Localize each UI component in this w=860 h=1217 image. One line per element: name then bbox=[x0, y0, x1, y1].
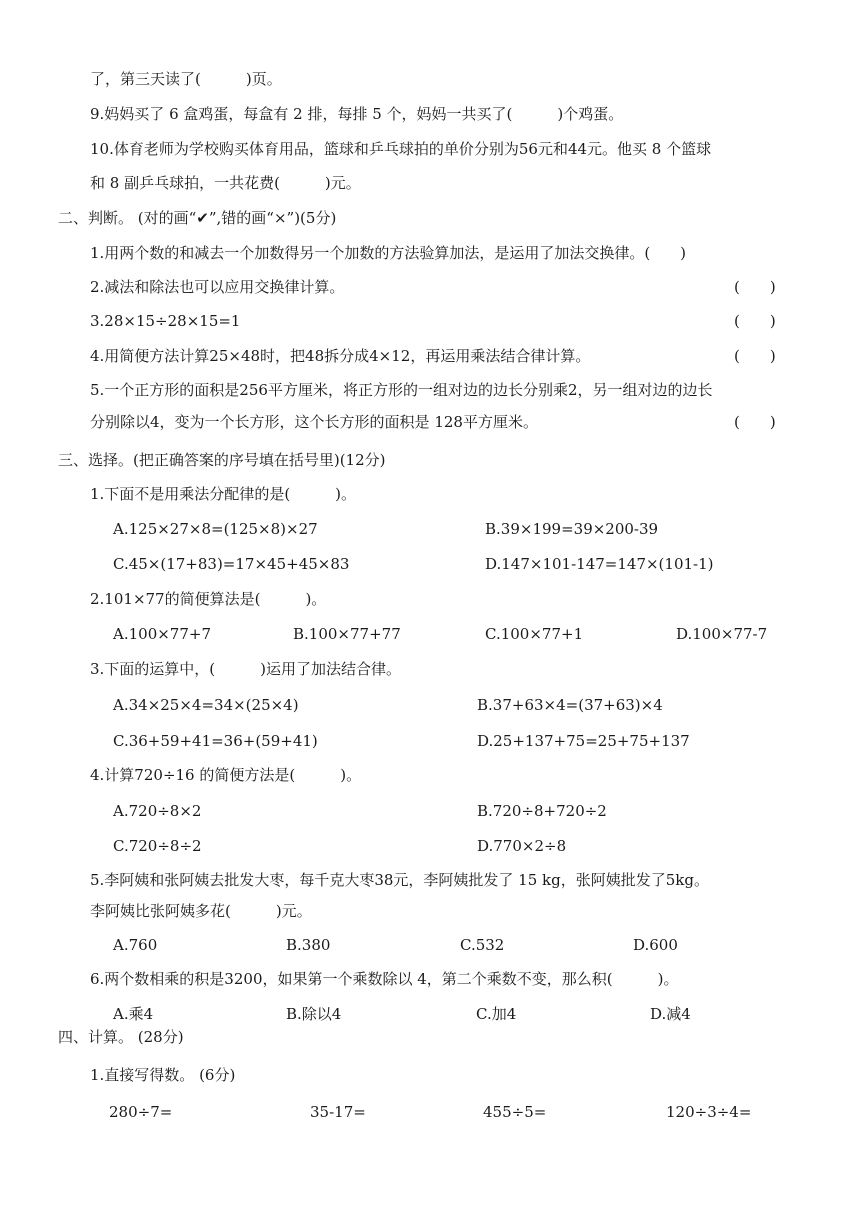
choice-q5-option-a[interactable]: A.760 bbox=[113, 936, 158, 954]
choice-q6-option-d[interactable]: D.减4 bbox=[650, 1005, 691, 1023]
judge-item-3: 3.28×15÷28×15=1 bbox=[90, 312, 241, 330]
choice-q6-option-c[interactable]: C.加4 bbox=[476, 1005, 517, 1023]
fill-q8-continuation: 了，第三天读了( )页。 bbox=[90, 70, 282, 88]
section-choice-heading: 三、选择。(把正确答案的序号填在括号里)(12分) bbox=[58, 451, 386, 469]
fill-q10-line1: 10.体育老师为学校购买体育用品，篮球和乒乓球拍的单价分别为56元和44元。他买 8 个篮球 bbox=[90, 140, 712, 158]
choice-q5-option-b[interactable]: B.380 bbox=[286, 936, 331, 954]
judge-item-1: 1.用两个数的和减去一个加数得另一个加数的方法验算加法，是运用了加法交换律。( ) bbox=[90, 244, 687, 262]
judge-item-5-line1: 5.一个正方形的面积是256平方厘米，将正方形的一组对边的边长分别乘2，另一组对边的边长 bbox=[90, 381, 713, 399]
choice-q3-option-b[interactable]: B.37+63×4=(37+63)×4 bbox=[477, 696, 663, 714]
choice-q2-option-b[interactable]: B.100×77+77 bbox=[293, 625, 401, 643]
choice-q2-stem: 2.101×77的简便算法是( )。 bbox=[90, 590, 327, 608]
calc-item-3: 455÷5= bbox=[483, 1103, 547, 1121]
calc-item-2: 35-17= bbox=[310, 1103, 366, 1121]
choice-q4-option-a[interactable]: A.720÷8×2 bbox=[113, 802, 202, 820]
judge-answer-paren-4[interactable]: ( ) bbox=[734, 347, 776, 365]
choice-q5-option-c[interactable]: C.532 bbox=[460, 936, 505, 954]
judge-answer-paren-5[interactable]: ( ) bbox=[734, 413, 776, 431]
choice-q3-stem: 3.下面的运算中，( )运用了加法结合律。 bbox=[90, 660, 402, 678]
choice-q3-option-d[interactable]: D.25+137+75=25+75+137 bbox=[477, 732, 690, 750]
judge-answer-paren-3[interactable]: ( ) bbox=[734, 312, 776, 330]
choice-q5-stem-line2: 李阿姨比张阿姨多花( )元。 bbox=[90, 902, 312, 920]
judge-item-2: 2.减法和除法也可以应用交换律计算。 bbox=[90, 278, 345, 296]
section-judge-heading: 二、判断。 (对的画“✔”,错的画“×”)(5分) bbox=[58, 209, 337, 227]
calc-sub1-heading: 1.直接写得数。 (6分) bbox=[90, 1066, 236, 1084]
choice-q2-option-a[interactable]: A.100×77+7 bbox=[113, 625, 211, 643]
choice-q6-option-b[interactable]: B.除以4 bbox=[286, 1005, 342, 1023]
judge-item-4: 4.用简便方法计算25×48时，把48拆分成4×12，再运用乘法结合律计算。 bbox=[90, 347, 591, 365]
choice-q4-option-b[interactable]: B.720÷8+720÷2 bbox=[477, 802, 607, 820]
choice-q2-option-c[interactable]: C.100×77+1 bbox=[485, 625, 584, 643]
calc-item-4: 120÷3÷4= bbox=[666, 1103, 752, 1121]
choice-q3-option-a[interactable]: A.34×25×4=34×(25×4) bbox=[113, 696, 299, 714]
judge-item-5-line2: 分别除以4，变为一个长方形，这个长方形的面积是 128平方厘米。 bbox=[90, 413, 538, 431]
choice-q4-option-c[interactable]: C.720÷8÷2 bbox=[113, 837, 202, 855]
choice-q5-option-d[interactable]: D.600 bbox=[633, 936, 678, 954]
choice-q1-option-b[interactable]: B.39×199=39×200-39 bbox=[485, 520, 659, 538]
fill-q9: 9.妈妈买了 6 盒鸡蛋，每盒有 2 排，每排 5 个，妈妈一共买了( )个鸡蛋。 bbox=[90, 105, 624, 123]
choice-q4-stem: 4.计算720÷16 的简便方法是( )。 bbox=[90, 766, 362, 784]
choice-q5-stem-line1: 5.李阿姨和张阿姨去批发大枣，每千克大枣38元，李阿姨批发了 15 kg，张阿姨批发了5kg。 bbox=[90, 871, 709, 889]
fill-q10-line2: 和 8 副乒乓球拍，一共花费( )元。 bbox=[90, 174, 361, 192]
choice-q3-option-c[interactable]: C.36+59+41=36+(59+41) bbox=[113, 732, 318, 750]
choice-q1-option-d[interactable]: D.147×101-147=147×(101-1) bbox=[485, 555, 714, 573]
choice-q1-stem: 1.下面不是用乘法分配律的是( )。 bbox=[90, 485, 357, 503]
choice-q1-option-a[interactable]: A.125×27×8=(125×8)×27 bbox=[113, 520, 318, 538]
judge-answer-paren-2[interactable]: ( ) bbox=[734, 278, 776, 296]
choice-q6-stem: 6.两个数相乘的积是3200，如果第一个乘数除以 4，第二个乘数不变，那么积( )。 bbox=[90, 970, 679, 988]
choice-q2-option-d[interactable]: D.100×77-7 bbox=[676, 625, 768, 643]
choice-q6-option-a[interactable]: A.乘4 bbox=[113, 1005, 154, 1023]
choice-q4-option-d[interactable]: D.770×2÷8 bbox=[477, 837, 567, 855]
section-calc-heading: 四、计算。 (28分) bbox=[58, 1028, 184, 1046]
choice-q1-option-c[interactable]: C.45×(17+83)=17×45+45×83 bbox=[113, 555, 350, 573]
calc-item-1: 280÷7= bbox=[109, 1103, 173, 1121]
